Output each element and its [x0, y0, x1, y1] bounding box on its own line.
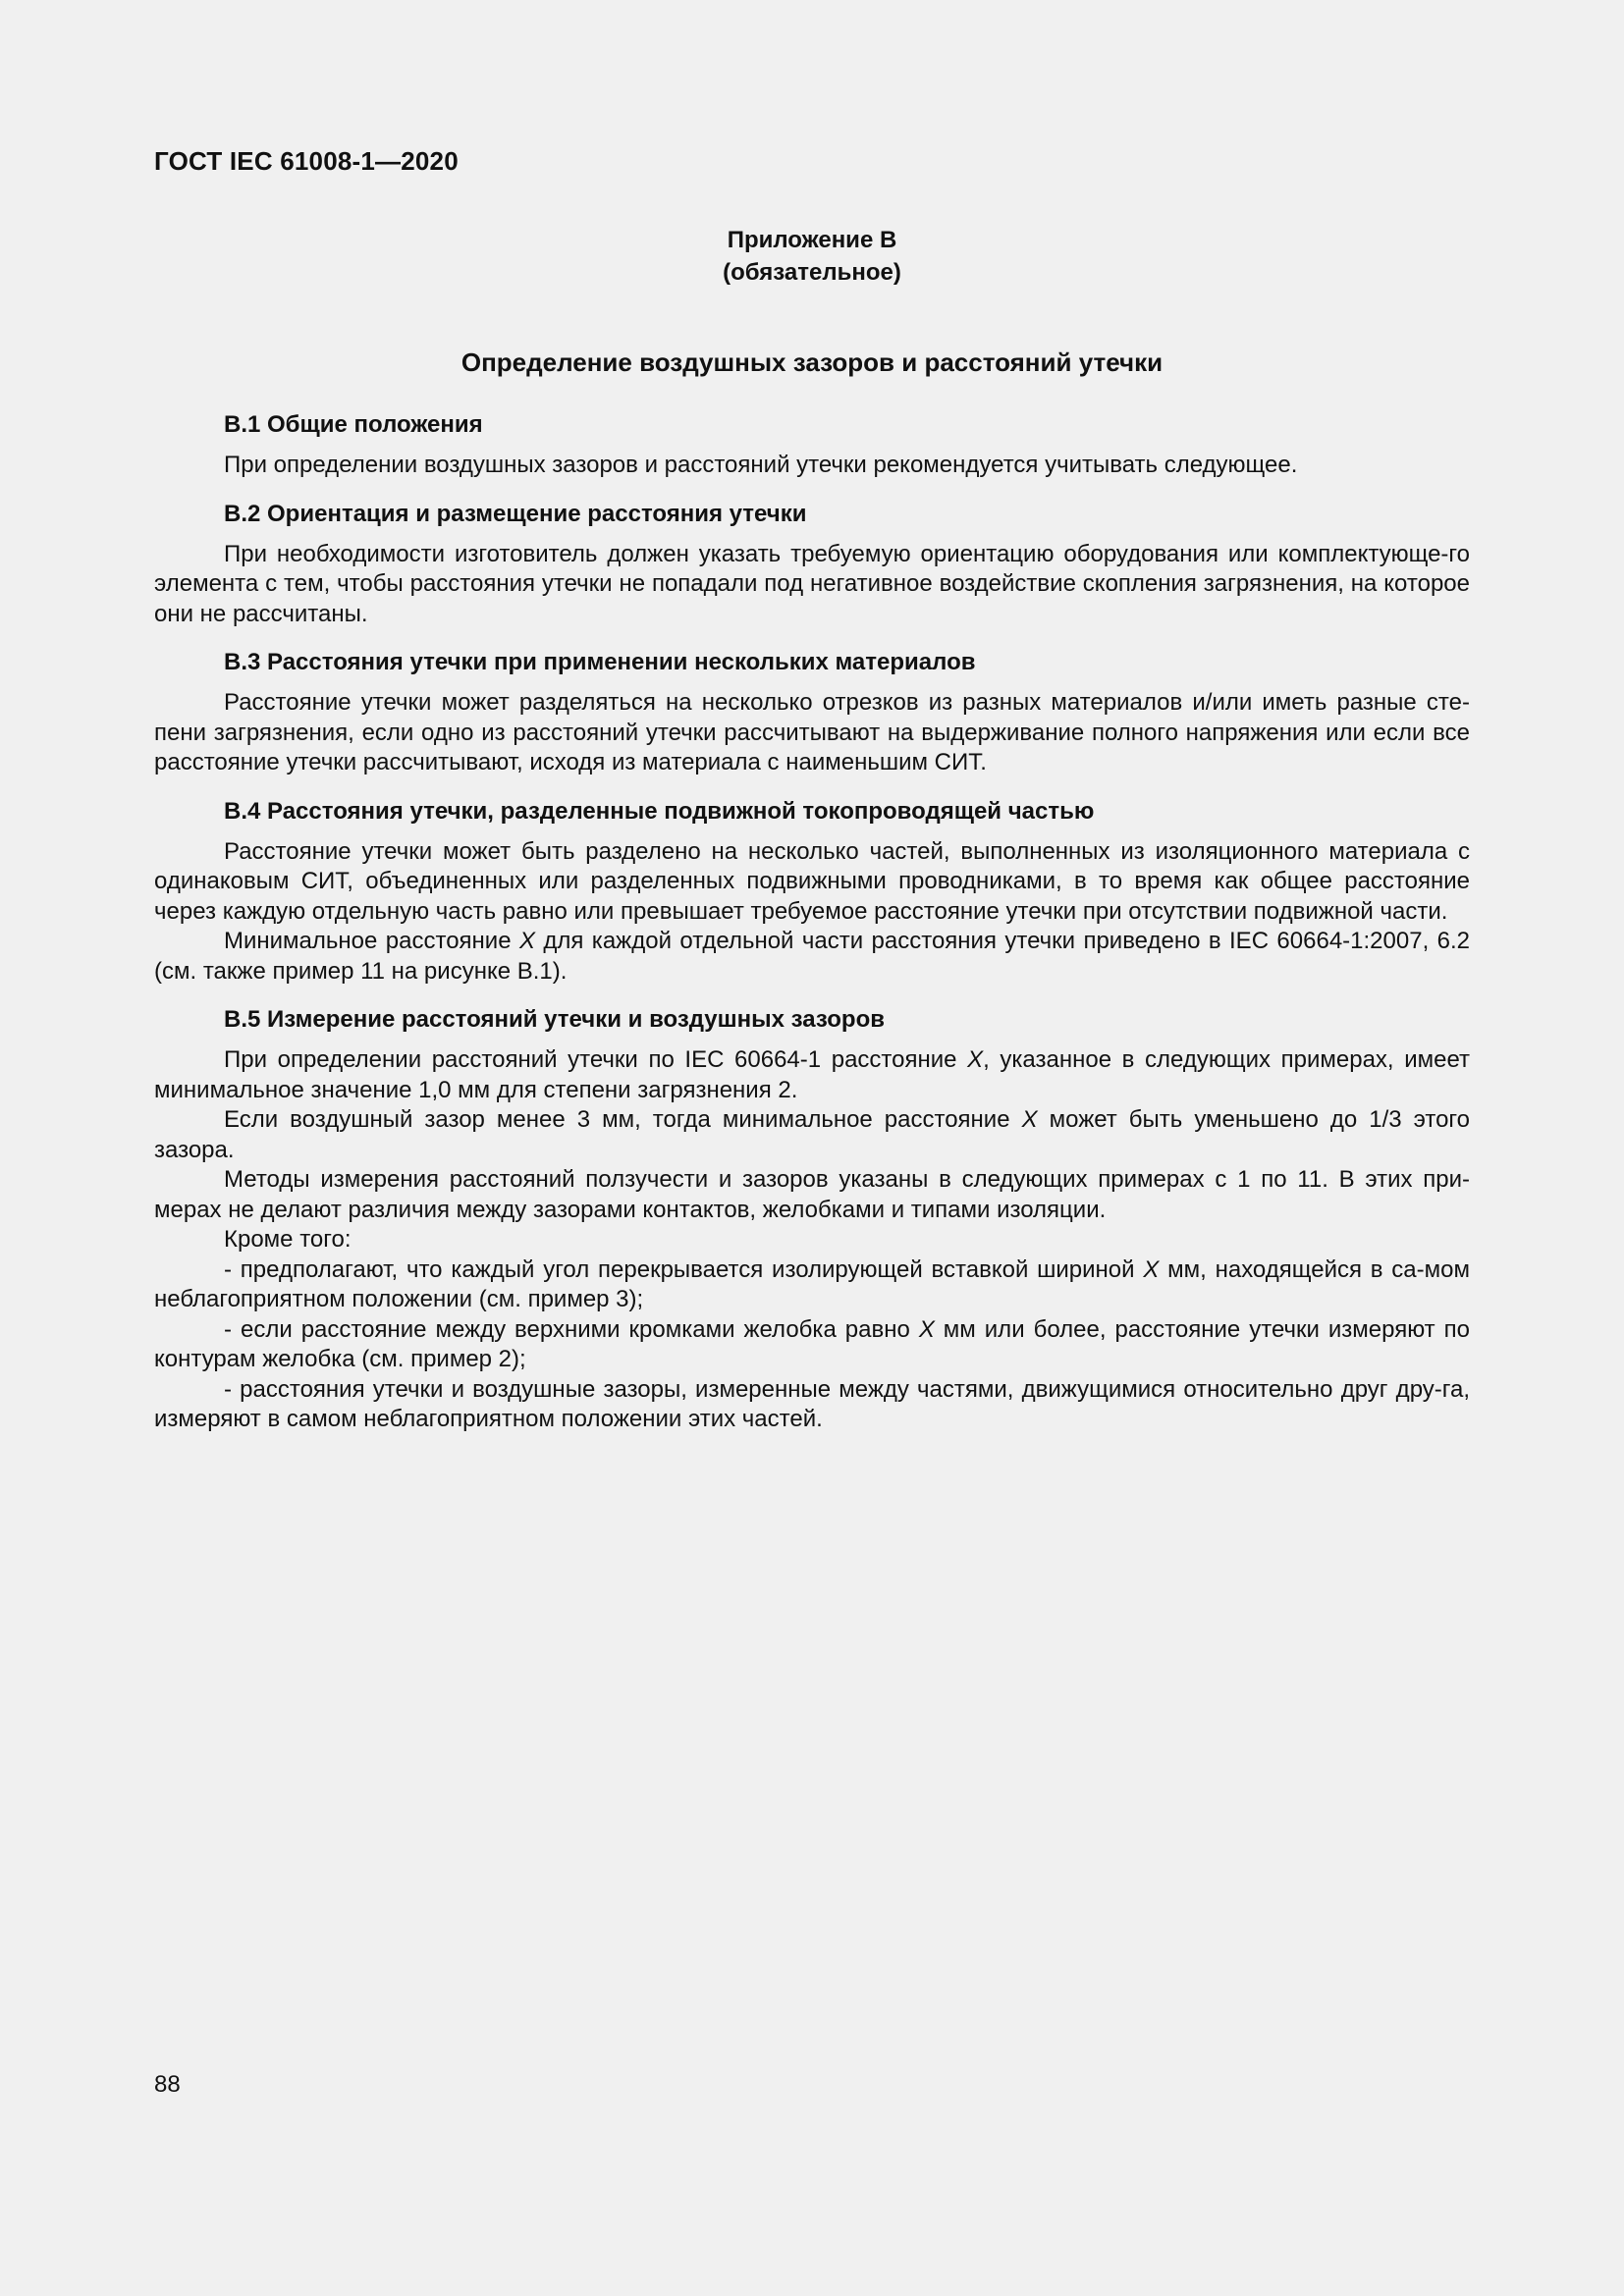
variable-x: X — [1021, 1106, 1038, 1133]
paragraph: Методы измерения расстояний ползучести и зазоров указаны в следующих примерах с 1 по 11. В этих при-мерах не делают различия между зазорами контактов, желобками и типами изоляции. — [154, 1166, 1470, 1223]
text-run: Если воздушный зазор менее 3 мм, тогда минимальное расстояние — [224, 1106, 1022, 1133]
variable-x: X — [1143, 1255, 1160, 1283]
list-item — [154, 1255, 1470, 1315]
list-item — [154, 1315, 1470, 1375]
section-heading-b2: B.2 Ориентация и размещение расстояния утечки — [224, 500, 807, 527]
text-run: - если расстояние между верхними кромками желобка равно — [224, 1315, 919, 1343]
paragraph — [154, 1105, 1470, 1165]
document-body — [154, 407, 1470, 1435]
annex-title: Определение воздушных зазоров и расстояний утечки — [460, 347, 1164, 377]
annex-label-block — [154, 224, 1470, 289]
paragraph — [154, 927, 1470, 987]
document-id: ГОСТ IEC 61008-1—2020 — [154, 146, 459, 176]
text-run: При определении расстояний утечки по IEC 60664-1 расстояние — [224, 1046, 968, 1073]
text-run: мм или более, расстояние утечки измеряют по контурам желобка (см. пример 2); — [154, 1315, 1470, 1372]
variable-x: X — [918, 1315, 935, 1343]
annex-status: (обязательное) — [723, 259, 901, 286]
paragraph — [154, 1045, 1470, 1105]
section-heading-b5: B.5 Измерение расстояний утечки и воздушных зазоров — [224, 1006, 885, 1033]
paragraph: Расстояние утечки может быть разделено на несколько частей, выполненных из изоляционного материала с одинаковым СИТ, объединенных или разделенных подвижными проводниками, в то время как общее расстояние через каждую отдельную часть равно или превышает требуемое расстояние утечки при отсутствии подвижной части. — [154, 837, 1470, 925]
section-heading-b1: B.1 Общие положения — [224, 411, 483, 438]
annex-label: Приложение B — [727, 227, 897, 253]
page-number: 88 — [154, 2071, 181, 2098]
variable-x: X — [967, 1046, 984, 1073]
text-run: Минимальное расстояние — [224, 928, 519, 954]
paragraph: Расстояние утечки может разделяться на несколько отрезков из разных материалов и/или иметь разные сте-пени загрязнения, если одно из расстояний утечки рассчитывают на выдерживание полного напряжения или если все расстояние утечки рассчитывают, исходя из материала с наименьшим СИТ. — [154, 689, 1470, 775]
text-run: может быть уменьшено до 1/3 этого зазора. — [154, 1106, 1470, 1163]
section-heading-b3: B.3 Расстояния утечки при применении нескольких материалов — [224, 649, 976, 675]
text-run: , указанное в следующих примерах, имеет минимальное значение 1,0 мм для степени загрязнения 2. — [154, 1046, 1471, 1103]
section-heading-b4: B.4 Расстояния утечки, разделенные подвижной токопроводящей частью — [224, 797, 1095, 825]
list-item: - расстояния утечки и воздушные зазоры, измеренные между частями, движущимися относительно друг дру-га, измеряют в самом неблагоприятном положении этих частей. — [154, 1375, 1470, 1432]
text-run: - предполагают, что каждый угол перекрывается изолирующей вставкой шириной — [224, 1255, 1144, 1283]
variable-x: X — [518, 928, 535, 954]
text-run: для каждой отдельной части расстояния утечки приведено в IEC 60664-1:2007, 6.2 (см. также пример 11 на рисунке B.1). — [154, 928, 1471, 985]
paragraph: При определении воздушных зазоров и расстояний утечки рекомендуется учитывать следующее. — [224, 452, 1298, 478]
text-run: мм, находящейся в са-мом неблагоприятном положении (см. пример 3); — [154, 1255, 1470, 1312]
paragraph: Кроме того: — [224, 1226, 352, 1253]
paragraph: При необходимости изготовитель должен указать требуемую ориентацию оборудования или комплектующе-го элемента с тем, чтобы расстояния утечки не попадали под негативное воздействие скопления загрязнения, на которое они не рассчитаны. — [154, 540, 1470, 627]
